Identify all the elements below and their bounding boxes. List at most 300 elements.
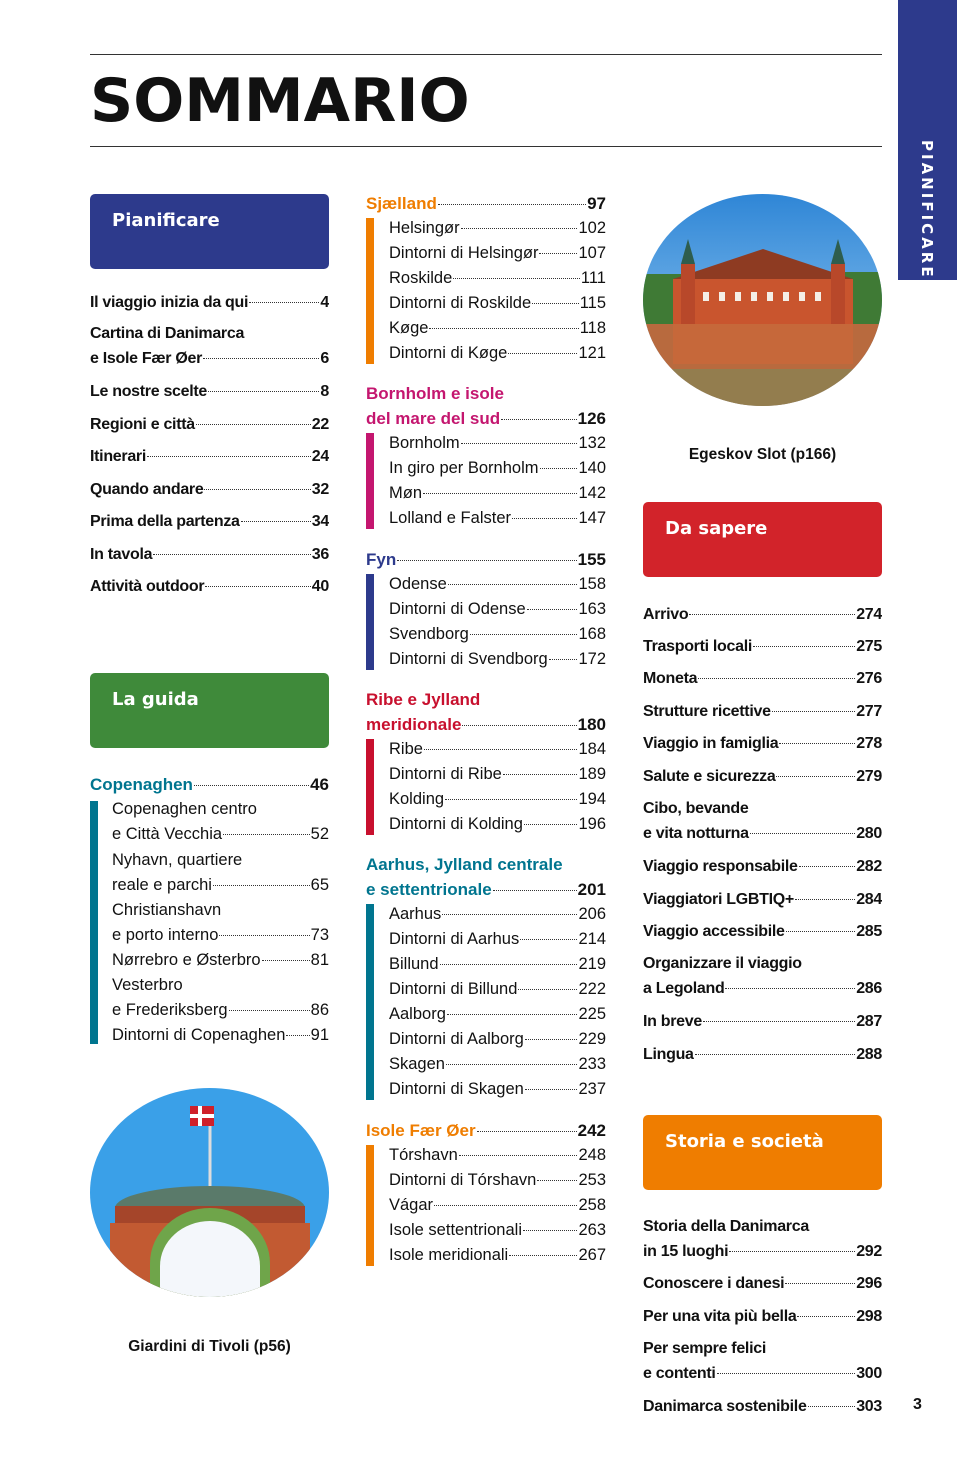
toc-entry-title: e vita notturna bbox=[643, 825, 749, 842]
dot-leader bbox=[424, 749, 578, 750]
dot-leader bbox=[423, 493, 577, 494]
toc-entry-first-line: Vesterbro bbox=[112, 976, 183, 994]
toc-entry[interactable] bbox=[90, 412, 329, 437]
toc-entry[interactable] bbox=[389, 241, 606, 266]
toc-entry-page: 242 bbox=[577, 1121, 606, 1140]
dot-leader bbox=[695, 1054, 856, 1055]
dot-leader bbox=[204, 489, 310, 490]
toc-entry-title: Viaggiatori LGBTIQ+ bbox=[643, 891, 794, 908]
toc-entry-page: 6 bbox=[320, 350, 329, 367]
toc-entry-title: Helsingør bbox=[389, 219, 460, 237]
dot-leader bbox=[753, 646, 855, 647]
toc-entry-page: 189 bbox=[578, 765, 606, 783]
toc-entry-first-line: Cibo, bevande bbox=[643, 800, 749, 817]
toc-entry-page: 147 bbox=[578, 509, 606, 527]
toc-entry-page: 196 bbox=[578, 815, 606, 833]
toc-entry[interactable] bbox=[366, 406, 606, 431]
toc-entry-title: Dintorni di Roskilde bbox=[389, 294, 532, 312]
toc-entry-title: Conoscere i danesi bbox=[643, 1275, 785, 1292]
toc-entry[interactable] bbox=[90, 477, 329, 502]
toc-entry[interactable] bbox=[112, 822, 329, 847]
egeskov-photo bbox=[643, 194, 882, 406]
toc-entry-page: 91 bbox=[310, 1026, 329, 1044]
toc-entry[interactable] bbox=[389, 1243, 606, 1268]
egeskov-caption: Egeskov Slot (p166) bbox=[688, 446, 837, 463]
dot-leader bbox=[717, 1373, 856, 1374]
toc-entry-first-line: Christianshavn bbox=[112, 901, 222, 919]
toc-entry-first-line: Ribe e Jylland bbox=[366, 690, 481, 709]
dot-leader bbox=[453, 278, 580, 279]
section-color-bar bbox=[366, 739, 374, 835]
toc-entry[interactable] bbox=[643, 731, 882, 756]
toc-entry-page: 36 bbox=[311, 546, 329, 563]
dot-leader bbox=[786, 931, 856, 932]
dot-leader bbox=[776, 776, 855, 777]
dot-leader bbox=[462, 725, 576, 726]
toc-entry[interactable] bbox=[90, 772, 329, 797]
dot-leader bbox=[442, 914, 577, 915]
toc-entry-title: In breve bbox=[643, 1013, 702, 1030]
toc-entry-title: Arrivo bbox=[643, 606, 689, 623]
toc-entry-title: Svendborg bbox=[389, 625, 469, 643]
toc-entry-title: Dintorni di Aarhus bbox=[389, 930, 520, 948]
toc-entry-page: 180 bbox=[577, 715, 606, 734]
toc-entry-page: 279 bbox=[856, 768, 882, 785]
dot-leader bbox=[537, 1180, 577, 1181]
toc-entry-page: 22 bbox=[311, 416, 329, 433]
toc-entry-page: 286 bbox=[856, 980, 882, 997]
toc-entry-page: 107 bbox=[578, 244, 606, 262]
toc-entry[interactable] bbox=[643, 666, 882, 691]
toc-entry[interactable] bbox=[643, 1271, 882, 1296]
dot-leader bbox=[241, 521, 311, 522]
toc-entry-page: 158 bbox=[578, 575, 606, 593]
dot-leader bbox=[532, 303, 579, 304]
toc-entry-title: Nørrebro e Østerbro bbox=[112, 951, 261, 969]
toc-entry-first-line: Per sempre felici bbox=[643, 1340, 766, 1357]
dot-leader bbox=[286, 1035, 309, 1036]
castle-illustration bbox=[643, 194, 882, 406]
dot-leader bbox=[729, 1251, 855, 1252]
dot-leader bbox=[808, 1406, 856, 1407]
toc-entry[interactable] bbox=[112, 873, 329, 898]
section-heading: La guida bbox=[112, 689, 199, 710]
toc-entry-title: Danimarca sostenibile bbox=[643, 1398, 807, 1415]
toc-entry-page: 206 bbox=[578, 905, 606, 923]
dot-leader bbox=[520, 939, 577, 940]
dot-leader bbox=[797, 1316, 855, 1317]
toc-entry-title: Dintorni di Svendborg bbox=[389, 650, 548, 668]
toc-entry-page: 201 bbox=[577, 880, 606, 899]
toc-entry-page: 233 bbox=[578, 1055, 606, 1073]
toc-entry-page: 303 bbox=[856, 1398, 882, 1415]
toc-entry-page: 34 bbox=[311, 513, 329, 530]
toc-entry-page: 237 bbox=[578, 1080, 606, 1098]
toc-entry[interactable] bbox=[366, 1118, 606, 1143]
toc-entry-page: 142 bbox=[578, 484, 606, 502]
toc-entry-page: 287 bbox=[856, 1013, 882, 1030]
dot-leader bbox=[750, 833, 855, 834]
toc-entry-page: 86 bbox=[310, 1001, 329, 1019]
toc-entry-page: 277 bbox=[856, 703, 882, 720]
dot-leader bbox=[205, 586, 311, 587]
dot-leader bbox=[518, 989, 577, 990]
dot-leader bbox=[539, 253, 577, 254]
dot-leader bbox=[196, 424, 311, 425]
page-number: 3 bbox=[913, 1396, 922, 1413]
toc-entry-title: Bornholm bbox=[389, 434, 460, 452]
side-tab[interactable] bbox=[898, 0, 957, 280]
toc-entry-title: Isole meridionali bbox=[389, 1246, 509, 1264]
toc-entry-page: 132 bbox=[578, 434, 606, 452]
toc-entry-page: 65 bbox=[310, 876, 329, 894]
dot-leader bbox=[525, 1089, 578, 1090]
dot-leader bbox=[459, 1155, 578, 1156]
toc-entry-title: in 15 luoghi bbox=[643, 1243, 729, 1260]
toc-entry[interactable] bbox=[643, 1009, 882, 1034]
toc-entry[interactable] bbox=[389, 316, 606, 341]
toc-entry-title: Per una vita più bella bbox=[643, 1308, 797, 1325]
dot-leader bbox=[503, 774, 578, 775]
toc-entry-page: 97 bbox=[587, 194, 606, 213]
toc-entry[interactable] bbox=[643, 1042, 882, 1067]
dot-leader bbox=[219, 935, 309, 936]
toc-entry[interactable] bbox=[389, 431, 606, 456]
toc-entry-title: a Legoland bbox=[643, 980, 725, 997]
toc-entry[interactable] bbox=[389, 737, 606, 762]
toc-entry[interactable] bbox=[90, 290, 329, 315]
toc-entry-title: Dintorni di Køge bbox=[389, 344, 508, 362]
toc-entry-first-line: Copenaghen centro bbox=[112, 800, 257, 818]
toc-entry-page: 229 bbox=[578, 1030, 606, 1048]
toc-entry-page: 282 bbox=[856, 858, 882, 875]
dot-leader bbox=[725, 988, 855, 989]
toc-entry-title: Regioni e città bbox=[90, 416, 195, 433]
toc-entry-page: 46 bbox=[310, 775, 329, 794]
toc-entry-page: 258 bbox=[578, 1196, 606, 1214]
dot-leader bbox=[448, 584, 578, 585]
toc-entry[interactable] bbox=[643, 887, 882, 912]
toc-entry[interactable] bbox=[389, 572, 606, 597]
toc-entry[interactable] bbox=[389, 1193, 606, 1218]
toc-entry[interactable] bbox=[389, 1052, 606, 1077]
section-color-bar bbox=[366, 574, 374, 670]
toc-entry[interactable] bbox=[112, 998, 329, 1023]
toc-entry-page: 248 bbox=[578, 1146, 606, 1164]
toc-entry[interactable] bbox=[389, 597, 606, 622]
toc-entry-title: Trasporti locali bbox=[643, 638, 753, 655]
toc-entry[interactable] bbox=[643, 1361, 882, 1386]
dot-leader bbox=[447, 1014, 578, 1015]
toc-entry-page: 284 bbox=[856, 891, 882, 908]
page-title: SOMMARIO bbox=[90, 66, 470, 136]
toc-entry-page: 263 bbox=[578, 1221, 606, 1239]
toc-entry-title: Tórshavn bbox=[389, 1146, 458, 1164]
toc-entry-title: Attività outdoor bbox=[90, 578, 205, 595]
section-heading: Da sapere bbox=[665, 518, 768, 539]
toc-entry-page: 163 bbox=[578, 600, 606, 618]
toc-entry-title: Dintorni di Ribe bbox=[389, 765, 502, 783]
dot-leader bbox=[508, 353, 577, 354]
toc-entry-title: Aalborg bbox=[389, 1005, 446, 1023]
dot-leader bbox=[527, 609, 578, 610]
section-color-bar bbox=[366, 218, 374, 364]
toc-entry[interactable] bbox=[389, 902, 606, 927]
toc-entry-title: e Frederiksberg bbox=[112, 1001, 228, 1019]
toc-entry[interactable] bbox=[643, 764, 882, 789]
toc-entry-page: 140 bbox=[578, 459, 606, 477]
toc-entry[interactable] bbox=[389, 787, 606, 812]
dot-leader bbox=[446, 1064, 578, 1065]
toc-entry-page: 225 bbox=[578, 1005, 606, 1023]
dot-leader bbox=[493, 890, 577, 891]
toc-entry-page: 280 bbox=[856, 825, 882, 842]
toc-entry-title: Isole settentrionali bbox=[389, 1221, 522, 1239]
dot-leader bbox=[689, 614, 855, 615]
side-tab-label: PIANIFICARE bbox=[918, 140, 936, 280]
dot-leader bbox=[434, 1205, 577, 1206]
toc-entry-title: Aarhus bbox=[389, 905, 442, 923]
section-box-da-sapere[interactable] bbox=[643, 502, 882, 577]
toc-entry-title: Viaggio responsabile bbox=[643, 858, 798, 875]
toc-entry[interactable] bbox=[389, 216, 606, 241]
dot-leader bbox=[549, 659, 578, 660]
toc-entry[interactable] bbox=[643, 919, 882, 944]
toc-entry-title: reale e parchi bbox=[112, 876, 212, 894]
toc-entry-page: 194 bbox=[578, 790, 606, 808]
toc-entry-page: 126 bbox=[577, 409, 606, 428]
dot-leader bbox=[477, 1131, 577, 1132]
dot-leader bbox=[512, 518, 577, 519]
toc-entry-page: 8 bbox=[320, 383, 329, 400]
toc-entry-page: 292 bbox=[856, 1243, 882, 1260]
dot-leader bbox=[208, 391, 319, 392]
section-heading: Storia e società bbox=[665, 1131, 824, 1152]
dot-leader bbox=[501, 419, 576, 420]
dot-leader bbox=[397, 560, 576, 561]
dot-leader bbox=[153, 554, 311, 555]
toc-entry-title: Roskilde bbox=[389, 269, 453, 287]
toc-entry[interactable] bbox=[389, 1077, 606, 1102]
toc-entry[interactable] bbox=[366, 712, 606, 737]
toc-entry-page: 172 bbox=[578, 650, 606, 668]
toc-entry[interactable] bbox=[643, 1239, 882, 1264]
toc-entry[interactable] bbox=[389, 341, 606, 366]
toc-entry-first-line: Nyhavn, quartiere bbox=[112, 851, 243, 869]
dot-leader bbox=[540, 468, 578, 469]
toc-entry-page: 267 bbox=[578, 1246, 606, 1264]
section-color-bar bbox=[366, 1145, 374, 1266]
toc-entry[interactable] bbox=[643, 854, 882, 879]
dot-leader bbox=[698, 678, 855, 679]
tivoli-photo bbox=[90, 1088, 329, 1297]
toc-entry[interactable] bbox=[389, 1002, 606, 1027]
toc-entry-title: Fyn bbox=[366, 550, 397, 569]
toc-entry-page: 278 bbox=[856, 735, 882, 752]
section-box-storia[interactable] bbox=[643, 1115, 882, 1190]
toc-entry-title: e Città Vecchia bbox=[112, 825, 223, 843]
dot-leader bbox=[703, 1021, 855, 1022]
toc-entry-title: Copenaghen bbox=[90, 775, 193, 794]
dot-leader bbox=[470, 634, 578, 635]
toc-entry-page: 4 bbox=[320, 294, 329, 311]
toc-entry-page: 81 bbox=[310, 951, 329, 969]
toc-entry[interactable] bbox=[90, 379, 329, 404]
toc-entry-page: 298 bbox=[856, 1308, 882, 1325]
toc-entry-page: 222 bbox=[578, 980, 606, 998]
toc-entry[interactable] bbox=[643, 602, 882, 627]
toc-entry-page: 296 bbox=[856, 1275, 882, 1292]
toc-entry-title: Vágar bbox=[389, 1196, 434, 1214]
dot-leader bbox=[523, 1230, 577, 1231]
toc-entry-title: meridionale bbox=[366, 715, 462, 734]
dot-leader bbox=[262, 960, 310, 961]
dot-leader bbox=[223, 834, 310, 835]
toc-entry[interactable] bbox=[112, 1023, 329, 1048]
toc-entry-title: Il viaggio inizia da qui bbox=[90, 294, 249, 311]
dot-leader bbox=[461, 228, 578, 229]
toc-entry-title: Dintorni di Skagen bbox=[389, 1080, 524, 1098]
toc-entry-title: Quando andare bbox=[90, 481, 204, 498]
toc-entry-page: 32 bbox=[311, 481, 329, 498]
dot-leader bbox=[461, 443, 578, 444]
toc-entry-title: Strutture ricettive bbox=[643, 703, 771, 720]
dot-leader bbox=[795, 899, 855, 900]
toc-entry-page: 52 bbox=[310, 825, 329, 843]
toc-entry-title: Skagen bbox=[389, 1055, 445, 1073]
toc-entry-page: 102 bbox=[578, 219, 606, 237]
toc-entry[interactable] bbox=[389, 952, 606, 977]
toc-entry[interactable] bbox=[389, 647, 606, 672]
toc-entry-page: 275 bbox=[856, 638, 882, 655]
toc-entry-title: Sjælland bbox=[366, 194, 437, 213]
toc-entry[interactable] bbox=[389, 812, 606, 837]
toc-entry[interactable] bbox=[112, 948, 329, 973]
toc-entry[interactable] bbox=[643, 699, 882, 724]
toc-entry-page: 184 bbox=[578, 740, 606, 758]
toc-entry[interactable] bbox=[90, 574, 329, 599]
toc-entry-page: 300 bbox=[856, 1365, 882, 1382]
toc-entry[interactable] bbox=[389, 291, 606, 316]
toc-entry[interactable] bbox=[643, 634, 882, 659]
toc-entry[interactable] bbox=[389, 1168, 606, 1193]
section-heading: Pianificare bbox=[112, 210, 220, 231]
toc-entry-page: 214 bbox=[578, 930, 606, 948]
dot-leader bbox=[429, 328, 578, 329]
toc-entry[interactable] bbox=[366, 191, 606, 216]
toc-entry-title: Billund bbox=[389, 955, 439, 973]
toc-entry-title: In giro per Bornholm bbox=[389, 459, 539, 477]
toc-entry-first-line: Organizzare il viaggio bbox=[643, 955, 802, 972]
toc-entry[interactable] bbox=[389, 1143, 606, 1168]
section-color-bar bbox=[366, 904, 374, 1100]
toc-entry[interactable] bbox=[90, 444, 329, 469]
toc-entry[interactable] bbox=[90, 509, 329, 534]
toc-entry-title: e porto interno bbox=[112, 926, 219, 944]
toc-entry-first-line: Bornholm e isole bbox=[366, 384, 504, 403]
toc-entry-title: Dintorni di Odense bbox=[389, 600, 526, 618]
toc-entry-page: 115 bbox=[579, 294, 606, 312]
toc-entry[interactable] bbox=[389, 481, 606, 506]
toc-entry[interactable] bbox=[389, 1027, 606, 1052]
dot-leader bbox=[772, 711, 856, 712]
top-rule bbox=[90, 54, 882, 55]
toc-entry[interactable] bbox=[389, 266, 606, 291]
toc-entry[interactable] bbox=[389, 927, 606, 952]
toc-entry-title: Dintorni di Helsingør bbox=[389, 244, 539, 262]
dot-leader bbox=[229, 1010, 310, 1011]
toc-entry-page: 24 bbox=[311, 448, 329, 465]
toc-entry-page: 168 bbox=[578, 625, 606, 643]
toc-entry-first-line: Storia della Danimarca bbox=[643, 1218, 809, 1235]
tivoli-gate-illustration bbox=[90, 1088, 329, 1297]
toc-entry[interactable] bbox=[366, 547, 606, 572]
toc-entry-title: Dintorni di Billund bbox=[389, 980, 518, 998]
toc-entry-title: Odense bbox=[389, 575, 447, 593]
toc-entry[interactable] bbox=[643, 1394, 882, 1419]
toc-entry-page: 111 bbox=[580, 269, 606, 287]
toc-entry-title: In tavola bbox=[90, 546, 153, 563]
toc-entry[interactable] bbox=[112, 923, 329, 948]
dot-leader bbox=[249, 302, 319, 303]
toc-entry[interactable] bbox=[366, 877, 606, 902]
toc-entry-title: Dintorni di Tórshavn bbox=[389, 1171, 537, 1189]
toc-entry[interactable] bbox=[389, 506, 606, 531]
dot-leader bbox=[438, 204, 586, 205]
toc-entry-title: Dintorni di Copenaghen bbox=[112, 1026, 286, 1044]
toc-entry-title: Lingua bbox=[643, 1046, 694, 1063]
toc-entry[interactable] bbox=[90, 346, 329, 371]
toc-entry-page: 219 bbox=[578, 955, 606, 973]
toc-entry-title: Lolland e Falster bbox=[389, 509, 511, 527]
dot-leader bbox=[213, 885, 310, 886]
section-box-pianificare[interactable] bbox=[90, 194, 329, 269]
dot-leader bbox=[799, 866, 856, 867]
toc-entry-title: Dintorni di Kolding bbox=[389, 815, 523, 833]
toc-entry-title: e settentrionale bbox=[366, 880, 492, 899]
section-box-guida[interactable] bbox=[90, 673, 329, 748]
toc-entry[interactable] bbox=[389, 762, 606, 787]
toc-entry-title: Isole Fær Øer bbox=[366, 1121, 476, 1140]
toc-entry[interactable] bbox=[389, 1218, 606, 1243]
toc-entry-title: Viaggio accessibile bbox=[643, 923, 785, 940]
toc-entry-title: Le nostre scelte bbox=[90, 383, 208, 400]
toc-entry[interactable] bbox=[389, 977, 606, 1002]
toc-entry-page: 285 bbox=[856, 923, 882, 940]
toc-entry-first-line: Cartina di Danimarca bbox=[90, 325, 245, 342]
toc-entry-page: 253 bbox=[578, 1171, 606, 1189]
toc-entry-title: Køge bbox=[389, 319, 429, 337]
toc-entry[interactable] bbox=[643, 976, 882, 1001]
dot-leader bbox=[525, 1039, 578, 1040]
title-rule bbox=[90, 146, 882, 147]
toc-entry-page: 288 bbox=[856, 1046, 882, 1063]
toc-entry-title: Itinerari bbox=[90, 448, 146, 465]
toc-entry[interactable] bbox=[643, 1304, 882, 1329]
toc-entry-page: 40 bbox=[311, 578, 329, 595]
toc-entry-first-line: Aarhus, Jylland centrale bbox=[366, 855, 563, 874]
dot-leader bbox=[440, 964, 578, 965]
toc-entry[interactable] bbox=[643, 821, 882, 846]
toc-entry[interactable] bbox=[389, 622, 606, 647]
toc-entry-title: e contenti bbox=[643, 1365, 716, 1382]
dot-leader bbox=[785, 1283, 855, 1284]
toc-entry-title: Møn bbox=[389, 484, 422, 502]
toc-entry[interactable] bbox=[90, 542, 329, 567]
dot-leader bbox=[445, 799, 577, 800]
toc-entry[interactable] bbox=[389, 456, 606, 481]
toc-entry-page: 155 bbox=[577, 550, 606, 569]
